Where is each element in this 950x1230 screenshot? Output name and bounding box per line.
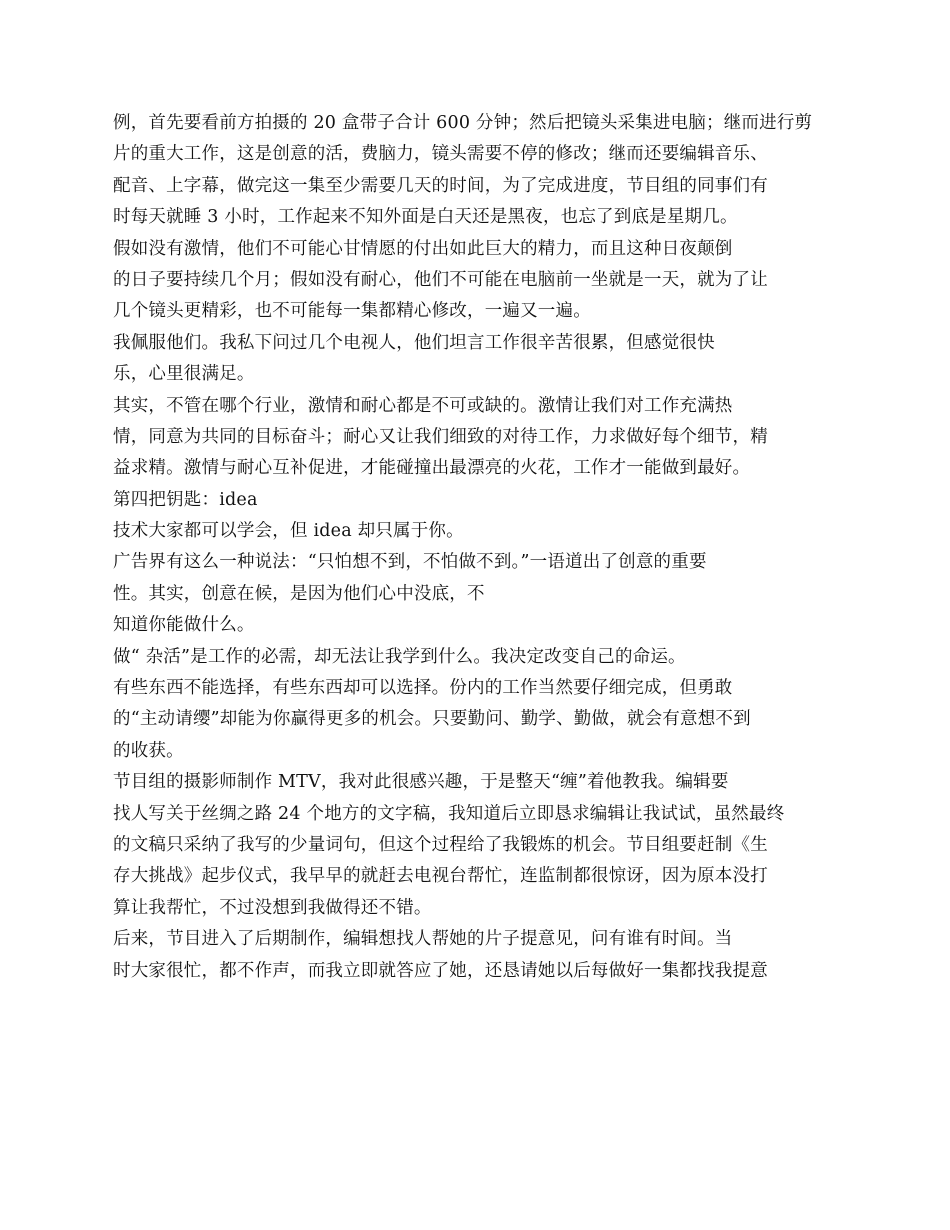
text-line: 我佩服他们。我私下问过几个电视人，他们坦言工作很辛苦很累，但感觉很快: [113, 332, 715, 353]
text-line: 例，首先要看前方拍摄的 20 盒带子合计 600 分钟；然后把镜头采集进电脑；继而进行剪: [113, 113, 813, 133]
text-line: 时大家很忙，都不作声，而我立即就答应了她，还恳请她以后每做好一集都找我提意: [113, 960, 768, 981]
text-line: 的日子要持续几个月；假如没有耐心，他们不可能在电脑前一坐就是一天，就为了让: [113, 269, 768, 290]
document-body: [113, 108, 853, 987]
text-line: 益求精。激情与耐心互补促进，才能碰撞出最漂亮的火花，工作才一能做到最好。: [113, 458, 751, 479]
text-line: 技术大家都可以学会，但 idea 却只属于你。: [113, 521, 464, 542]
text-line: 知道你能做什么。: [113, 615, 255, 636]
text-line: 后来，节目进入了后期制作，编辑想找人帮她的片子提意见，问有谁有时间。当: [113, 929, 733, 950]
section-heading: 第四把钥匙：idea: [113, 489, 258, 510]
text-line: 算让我帮忙，不过没想到我做得还不错。: [113, 897, 432, 918]
text-line: 存大挑战》起步仪式，我早早的就赶去电视台帮忙，连监制都很惊讶，因为原本没打: [113, 866, 768, 887]
text-line: 乐，心里很满足。: [113, 364, 255, 385]
text-line: 找人写关于丝绸之路 24 个地方的文字稿，我知道后立即恳求编辑让我试试，虽然最终: [113, 803, 785, 824]
text-line: 节目组的摄影师制作 MTV，我对此很感兴趣，于是整天“缠”着他教我。编辑要: [113, 772, 729, 793]
text-line: 假如没有激情，他们不可能心甘情愿的付出如此巨大的精力，而且这种日夜颠倒: [113, 238, 733, 259]
text-line: 片的重大工作，这是创意的活，费脑力，镜头需要不停的修改；继而还要编辑音乐、: [113, 144, 768, 165]
text-line: 有些东西不能选择，有些东西却可以选择。份内的工作当然要仔细完成，但勇敢: [113, 678, 733, 699]
text-line: 广告界有这么一种说法：“只怕想不到，不怕做不到。”一语道出了创意的重要: [113, 552, 707, 573]
text-line: 情，同意为共同的目标奋斗；耐心又让我们细致的对待工作，力求做好每个细节，精: [113, 426, 768, 447]
text-line: 做“ 杂活”是工作的必需，却无法让我学到什么。我决定改变自己的命运。: [113, 646, 686, 667]
text-line: 的文稿只采纳了我写的少量词句，但这个过程给了我锻炼的机会。节目组要赶制《生: [113, 834, 768, 855]
text-line: 几个镜头更精彩，也不可能每一集都精心修改，一遍又一遍。: [113, 301, 591, 322]
text-line: 性。其实，创意在候，是因为他们心中没底，不: [113, 583, 485, 604]
text-line: 时每天就睡 3 小时，工作起来不知外面是白天还是黑夜，也忘了到底是星期几。: [113, 207, 738, 228]
text-line: 的“主动请缨”却能为你赢得更多的机会。只要勤问、勤学、勤做，就会有意想不到: [113, 709, 751, 730]
text-line: 配音、上字幕，做完这一集至少需要几天的时间，为了完成进度，节目组的同事们有: [113, 175, 768, 196]
text-line: 的收获。: [113, 740, 184, 761]
text-line: 其实，不管在哪个行业，激情和耐心都是不可或缺的。激情让我们对工作充满热: [113, 395, 733, 416]
